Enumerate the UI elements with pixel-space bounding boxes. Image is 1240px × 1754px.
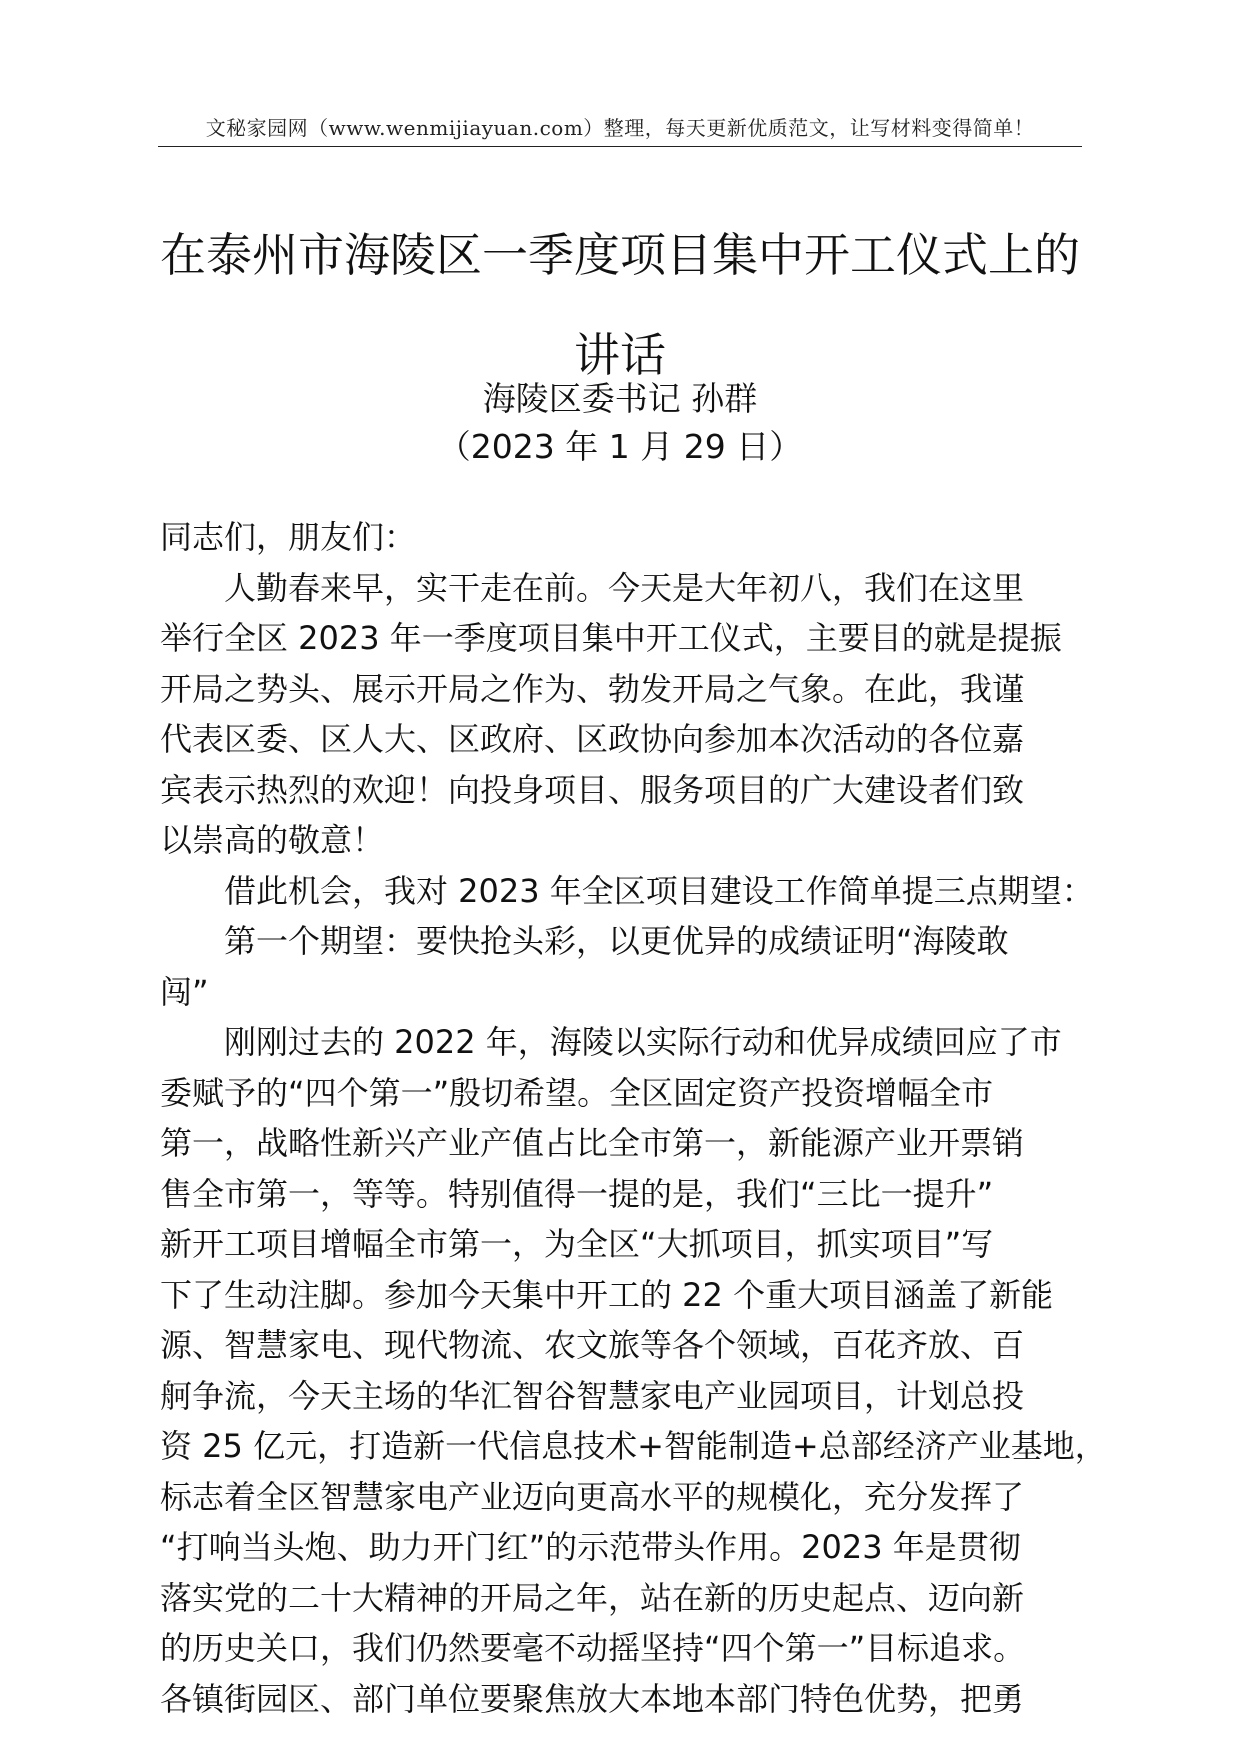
header-divider <box>158 146 1082 147</box>
body-line: 下了生动注脚。参加今天集中开工的 22 个重大项目涵盖了新能 <box>160 1275 1054 1314</box>
title-line-2: 讲话 <box>574 328 666 382</box>
body-line: 人勤春来早，实干走在前。今天是大年初八，我们在这里 <box>224 568 1025 607</box>
body-line: 售全市第一，等等。特别值得一提的是，我们“三比一提升” <box>160 1174 994 1213</box>
body-line: 借此机会，我对 2023 年全区项目建设工作简单提三点期望： <box>224 871 1094 910</box>
body-line: 同志们，朋友们： <box>160 518 417 556</box>
date-line: （2023 年 1 月 29 日） <box>437 427 803 466</box>
body-line: 代表区委、区人大、区政府、区政协向参加本次活动的各位嘉 <box>160 720 1025 758</box>
body-line: 委赋予的“四个第一”殷切希望。全区固定资产投资增幅全市 <box>160 1073 994 1112</box>
section-heading-line: 闯” <box>160 972 209 1011</box>
body-line: 落实党的二十大精神的开局之年，站在新的历史起点、迈向新 <box>160 1578 1025 1617</box>
body-line: 宾表示热烈的欢迎！向投身项目、服务项目的广大建设者们致 <box>160 770 1025 809</box>
body-line: 舸争流，今天主场的华汇智谷智慧家电产业园项目，计划总投 <box>160 1376 1025 1415</box>
page-header: 文秘家园网（www.wenmijiayuan.com）整理，每天更新优质范文，让写材料变得简单！ <box>205 116 1035 140</box>
body-line: 标志着全区智慧家电产业迈向更高水平的规模化，充分发挥了 <box>160 1477 1025 1516</box>
section-heading-line: 第一个期望：要快抢头彩，以更优异的成绩证明“海陵敢 <box>224 922 1009 960</box>
speech-body <box>160 512 1107 1724</box>
body-line: 新开工项目增幅全市第一，为全区“大抓项目，抓实项目”写 <box>160 1225 994 1263</box>
author-line: 海陵区委书记 孙群 <box>482 379 758 418</box>
body-line: 资 25 亿元，打造新一代信息技术+智能制造+总部经济产业基地， <box>160 1427 1107 1465</box>
body-line: 以崇高的敬意！ <box>160 821 385 859</box>
body-line: 的历史关口，我们仍然要毫不动摇坚持“四个第一”目标追求。 <box>160 1629 1026 1667</box>
body-line: 各镇街园区、部门单位要聚焦放大本地本部门特色优势，把勇 <box>160 1679 1025 1718</box>
body-line: 刚刚过去的 2022 年，海陵以实际行动和优异成绩回应了市 <box>224 1023 1062 1061</box>
title-line-1: 在泰州市海陵区一季度项目集中开工仪式上的 <box>160 228 1080 282</box>
body-line: 源、智慧家电、现代物流、农文旅等各个领域，百花齐放、百 <box>160 1326 1025 1364</box>
body-line: 第一，战略性新兴产业产值占比全市第一，新能源产业开票销 <box>160 1124 1025 1162</box>
body-line: 举行全区 2023 年一季度项目集中开工仪式，主要目的就是提振 <box>160 619 1062 657</box>
body-line: 开局之势头、展示开局之作为、勃发开局之气象。在此，我谨 <box>160 669 1025 708</box>
body-line: “打响当头炮、助力开门红”的示范带头作用。2023 年是贯彻 <box>160 1528 1021 1566</box>
